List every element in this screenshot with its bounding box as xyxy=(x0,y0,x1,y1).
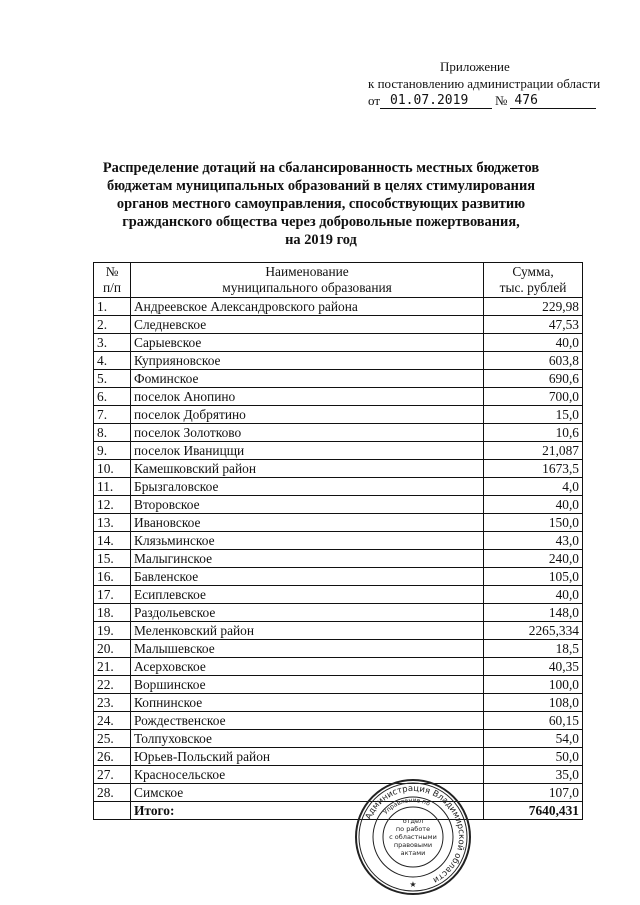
row-number: 11. xyxy=(94,478,131,496)
table-row xyxy=(94,676,583,694)
row-number: 14. xyxy=(94,532,131,550)
header-sum-line2: тыс. рублей xyxy=(499,280,567,295)
table-row xyxy=(94,730,583,748)
row-sum: 150,0 xyxy=(484,514,583,532)
official-seal xyxy=(353,777,473,897)
table-row xyxy=(94,460,583,478)
table-row xyxy=(94,622,583,640)
header-number-line1: № xyxy=(105,264,119,279)
row-number: 10. xyxy=(94,460,131,478)
row-name: Асерховское xyxy=(131,658,484,676)
header-sum xyxy=(484,263,583,298)
row-name: Фоминское xyxy=(131,370,484,388)
total-label: Итого: xyxy=(131,802,484,820)
row-sum: 700,0 xyxy=(484,388,583,406)
row-name: Рождественское xyxy=(131,712,484,730)
row-number: 12. xyxy=(94,496,131,514)
row-sum: 107,0 xyxy=(484,784,583,802)
table-row xyxy=(94,532,583,550)
row-name: поселок Анопино xyxy=(131,388,484,406)
distribution-table xyxy=(93,262,583,820)
table-row xyxy=(94,514,583,532)
table-total-row xyxy=(94,802,583,820)
number-label: № xyxy=(495,93,508,108)
row-name: Меленковский район xyxy=(131,622,484,640)
appendix-title: Приложение xyxy=(440,59,510,74)
row-number: 28. xyxy=(94,784,131,802)
row-sum: 4,0 xyxy=(484,478,583,496)
row-name: Клязьминское xyxy=(131,532,484,550)
row-name: Красносельское xyxy=(131,766,484,784)
row-number: 13. xyxy=(94,514,131,532)
row-name: Юрьев-Польский район xyxy=(131,748,484,766)
table-row xyxy=(94,334,583,352)
table-row xyxy=(94,298,583,316)
title-line: Распределение дотаций на сбалансированность местных бюджетов xyxy=(102,160,540,176)
title-line: бюджетам муниципальных образований в целях стимулирования xyxy=(106,178,536,194)
header-name-line2: муниципального образования xyxy=(222,280,392,295)
row-number: 8. xyxy=(94,424,131,442)
row-number: 15. xyxy=(94,550,131,568)
row-number: 4. xyxy=(94,352,131,370)
table-row xyxy=(94,658,583,676)
appendix-resolution: к постановлению администрации области xyxy=(368,76,601,91)
row-name: Малыгинское xyxy=(131,550,484,568)
row-number: 20. xyxy=(94,640,131,658)
row-number: 1. xyxy=(94,298,131,316)
table-row xyxy=(94,712,583,730)
table-header-row xyxy=(94,263,583,298)
row-sum: 21,087 xyxy=(484,442,583,460)
appendix-block xyxy=(340,58,602,109)
document-title xyxy=(60,159,582,249)
row-sum: 2265,334 xyxy=(484,622,583,640)
table-row xyxy=(94,748,583,766)
seal-center-line: с областными xyxy=(389,833,437,841)
row-sum: 50,0 xyxy=(484,748,583,766)
row-name: Бавленское xyxy=(131,568,484,586)
table-row xyxy=(94,316,583,334)
title-line: гражданского общества через добровольные пожертвования, xyxy=(122,214,520,230)
row-name: Копнинское xyxy=(131,694,484,712)
row-name: Малышевское xyxy=(131,640,484,658)
from-label: от xyxy=(368,93,381,108)
row-number: 27. xyxy=(94,766,131,784)
row-number: 19. xyxy=(94,622,131,640)
table-row xyxy=(94,784,583,802)
row-sum: 40,0 xyxy=(484,496,583,514)
row-sum: 40,35 xyxy=(484,658,583,676)
row-name: поселок Добрятино xyxy=(131,406,484,424)
row-name: Куприяновское xyxy=(131,352,484,370)
header-name xyxy=(131,263,484,298)
row-sum: 240,0 xyxy=(484,550,583,568)
table-row xyxy=(94,496,583,514)
table-row xyxy=(94,388,583,406)
row-name: Раздольевское xyxy=(131,604,484,622)
seal-inner-text: Управление по xyxy=(382,796,431,817)
row-name: Сарыевское xyxy=(131,334,484,352)
seal-ring-text: Администрация Владимирской области xyxy=(363,783,467,885)
row-number: 26. xyxy=(94,748,131,766)
row-name: Камешковский район xyxy=(131,460,484,478)
appendix-date-number xyxy=(340,92,602,109)
table-row xyxy=(94,478,583,496)
row-number: 16. xyxy=(94,568,131,586)
seal-center-line: по работе xyxy=(395,825,431,833)
header-name-line1: Наименование xyxy=(265,264,349,279)
total-number-cell xyxy=(94,802,131,820)
row-sum: 690,6 xyxy=(484,370,583,388)
header-number-line2: п/п xyxy=(102,280,122,295)
row-number: 2. xyxy=(94,316,131,334)
row-sum: 40,0 xyxy=(484,334,583,352)
row-number: 3. xyxy=(94,334,131,352)
row-number: 23. xyxy=(94,694,131,712)
row-sum: 35,0 xyxy=(484,766,583,784)
row-sum: 18,5 xyxy=(484,640,583,658)
row-sum: 603,8 xyxy=(484,352,583,370)
row-sum: 15,0 xyxy=(484,406,583,424)
table-row xyxy=(94,766,583,784)
table-row xyxy=(94,694,583,712)
row-name: Следневское xyxy=(131,316,484,334)
row-name: Андреевское Александровского района xyxy=(131,298,484,316)
table-row xyxy=(94,568,583,586)
row-name: Симское xyxy=(131,784,484,802)
row-sum: 40,0 xyxy=(484,586,583,604)
table-row xyxy=(94,586,583,604)
row-sum: 43,0 xyxy=(484,532,583,550)
row-sum: 54,0 xyxy=(484,730,583,748)
row-name: Второвское xyxy=(131,496,484,514)
row-name: Воршинское xyxy=(131,676,484,694)
row-number: 24. xyxy=(94,712,131,730)
row-name: Брызгаловское xyxy=(131,478,484,496)
row-name: поселок Золотково xyxy=(131,424,484,442)
title-line: органов местного самоуправления, способствующих развитию xyxy=(116,196,526,212)
row-number: 9. xyxy=(94,442,131,460)
table-row xyxy=(94,424,583,442)
seal-star-icon: ★ xyxy=(409,880,417,889)
row-sum: 105,0 xyxy=(484,568,583,586)
table-row xyxy=(94,550,583,568)
row-name: Ивановское xyxy=(131,514,484,532)
row-number: 5. xyxy=(94,370,131,388)
table-row xyxy=(94,352,583,370)
seal-center-text xyxy=(389,817,437,857)
seal-center-line: правовыми xyxy=(393,841,433,849)
table-row xyxy=(94,640,583,658)
row-name: поселок Иваницщи xyxy=(131,442,484,460)
row-number: 7. xyxy=(94,406,131,424)
row-number: 25. xyxy=(94,730,131,748)
row-sum: 108,0 xyxy=(484,694,583,712)
row-number: 17. xyxy=(94,586,131,604)
row-number: 22. xyxy=(94,676,131,694)
row-number: 18. xyxy=(94,604,131,622)
total-sum: 7640,431 xyxy=(484,802,583,820)
row-sum: 100,0 xyxy=(484,676,583,694)
row-sum: 229,98 xyxy=(484,298,583,316)
title-line: на 2019 год xyxy=(285,232,357,248)
seal-center-line: отдел xyxy=(402,817,424,825)
resolution-number: 476 xyxy=(510,93,596,109)
row-sum: 10,6 xyxy=(484,424,583,442)
resolution-date: 01.07.2019 xyxy=(380,93,492,109)
table-row xyxy=(94,406,583,424)
row-sum: 60,15 xyxy=(484,712,583,730)
row-name: Есиплевское xyxy=(131,586,484,604)
header-sum-line1: Сумма, xyxy=(512,264,554,279)
row-sum: 1673,5 xyxy=(484,460,583,478)
table-row xyxy=(94,442,583,460)
row-number: 6. xyxy=(94,388,131,406)
header-number xyxy=(94,263,131,298)
row-number: 21. xyxy=(94,658,131,676)
table-row xyxy=(94,370,583,388)
table-row xyxy=(94,604,583,622)
seal-center-line: актами xyxy=(400,849,426,857)
row-name: Толпуховское xyxy=(131,730,484,748)
row-sum: 148,0 xyxy=(484,604,583,622)
row-sum: 47,53 xyxy=(484,316,583,334)
